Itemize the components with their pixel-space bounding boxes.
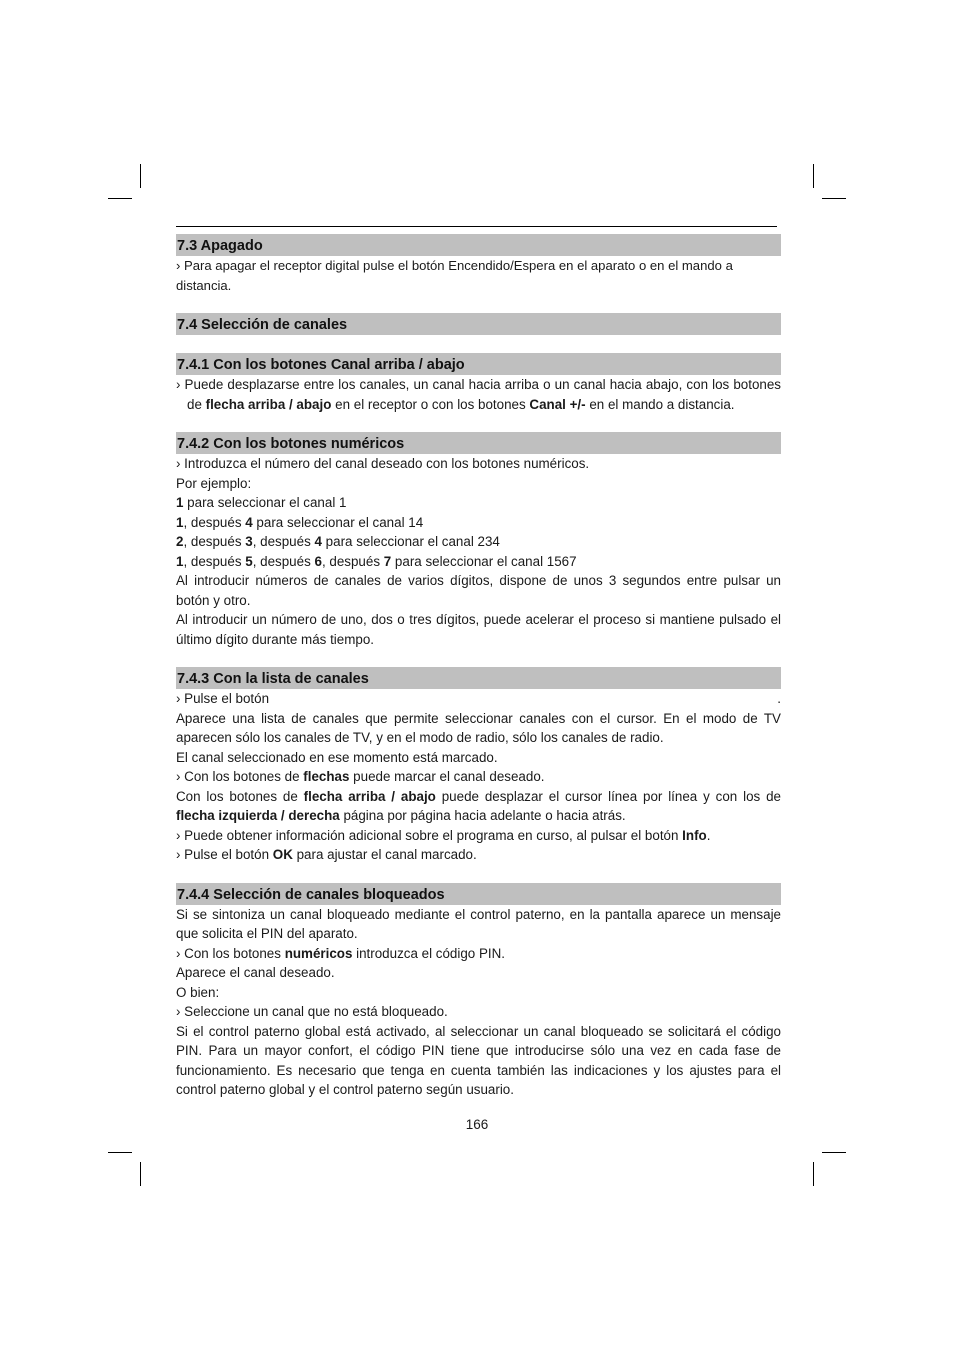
paragraph: O bien:: [176, 984, 220, 1000]
crop-mark-bottom-left-h: [108, 1152, 132, 1153]
example-line: 1 para seleccionar el canal 1: [176, 495, 347, 510]
paragraph: › Pulse el botón OK para ajustar el canal marcado.: [176, 847, 477, 862]
paragraph: › Introduzca el número del canal deseado con los botones numéricos.: [176, 456, 590, 471]
paragraph: Al introducir números de canales de varios dígitos, dispone de unos 3 segundos entre pulsar un botón y otro.: [176, 573, 781, 608]
crop-mark-top-right-v: [813, 164, 814, 188]
section-heading-7-4-2: 7.4.2 Con los botones numéricos: [176, 432, 781, 454]
section-heading-7-4: 7.4 Selección de canales: [176, 313, 781, 335]
example-line: 1, después 5, después 6, después 7 para seleccionar el canal 1567: [176, 553, 577, 569]
header-rule: [176, 226, 777, 227]
crop-mark-bottom-left-v: [140, 1162, 141, 1186]
paragraph: › Con los botones numéricos introduzca el código PIN.: [176, 945, 505, 961]
paragraph: › Puede obtener información adicional sobre el programa en curso, al pulsar el botón Info.: [176, 827, 711, 843]
example-line: 1, después 4 para seleccionar el canal 14: [176, 514, 424, 530]
page-content: [176, 234, 781, 1100]
crop-mark-top-left-h: [108, 198, 132, 199]
paragraph: › Seleccione un canal que no está bloqueado.: [176, 1004, 448, 1019]
paragraph: Por ejemplo:: [176, 475, 252, 491]
crop-mark-top-left-v: [140, 164, 141, 188]
page-number: 166: [465, 1117, 489, 1132]
paragraph: › Para apagar el receptor digital pulse el botón Encendido/Espera en el aparato o en el mando a distancia.: [176, 258, 733, 293]
paragraph: Al introducir un número de uno, dos o tres dígitos, puede acelerar el proceso si mantiene pulsado el último dígito durante más tiempo.: [176, 612, 781, 647]
paragraph: Si se sintoniza un canal bloqueado mediante el control paterno, en la pantalla aparece un mensaje que solicita el PIN del aparato.: [176, 906, 781, 941]
paragraph: Aparece una lista de canales que permite seleccionar canales con el cursor. En el modo de TV aparecen sólo los canales de TV, y en el modo de radio, sólo los canales de radio.: [176, 710, 781, 745]
paragraph: Con los botones de flecha arriba / abajo puede desplazar el cursor línea por línea y con los de flecha izquierda / derecha página por página hacia adelante o hacia atrás.: [176, 788, 781, 823]
paragraph: › Pulse el botón .: [176, 691, 781, 706]
section-heading-7-3: 7.3 Apagado: [176, 234, 781, 256]
crop-mark-bottom-right-h: [822, 1152, 846, 1153]
example-line: 2, después 3, después 4 para seleccionar el canal 234: [176, 534, 500, 549]
paragraph: Aparece el canal deseado.: [176, 965, 335, 980]
paragraph: El canal seleccionado en ese momento está marcado.: [176, 749, 498, 765]
crop-mark-top-right-h: [822, 198, 846, 199]
paragraph: › Con los botones de flechas puede marcar el canal deseado.: [176, 769, 545, 784]
crop-mark-bottom-right-v: [813, 1162, 814, 1186]
section-heading-7-4-1: 7.4.1 Con los botones Canal arriba / abajo: [176, 353, 781, 375]
section-heading-7-4-3: 7.4.3 Con la lista de canales: [176, 667, 781, 689]
paragraph: Si el control paterno global está activado, al seleccionar un canal bloqueado se solicitará el código PIN. Para un mayor confort, el código PIN tiene que introducirse sólo una vez en cada fase de funcionamiento. Es necesario que tenga en cuenta también las indicaciones y los ajustes para el control paterno global y el control paterno según usuario.: [176, 1023, 781, 1097]
section-heading-7-4-4: 7.4.4 Selección de canales bloqueados: [176, 883, 781, 905]
paragraph: › Puede desplazarse entre los canales, un canal hacia arriba o un canal hacia abajo, con los botones de flecha arriba / abajo en el receptor o con los botones Canal +/- en el mando a distancia.: [176, 377, 781, 412]
